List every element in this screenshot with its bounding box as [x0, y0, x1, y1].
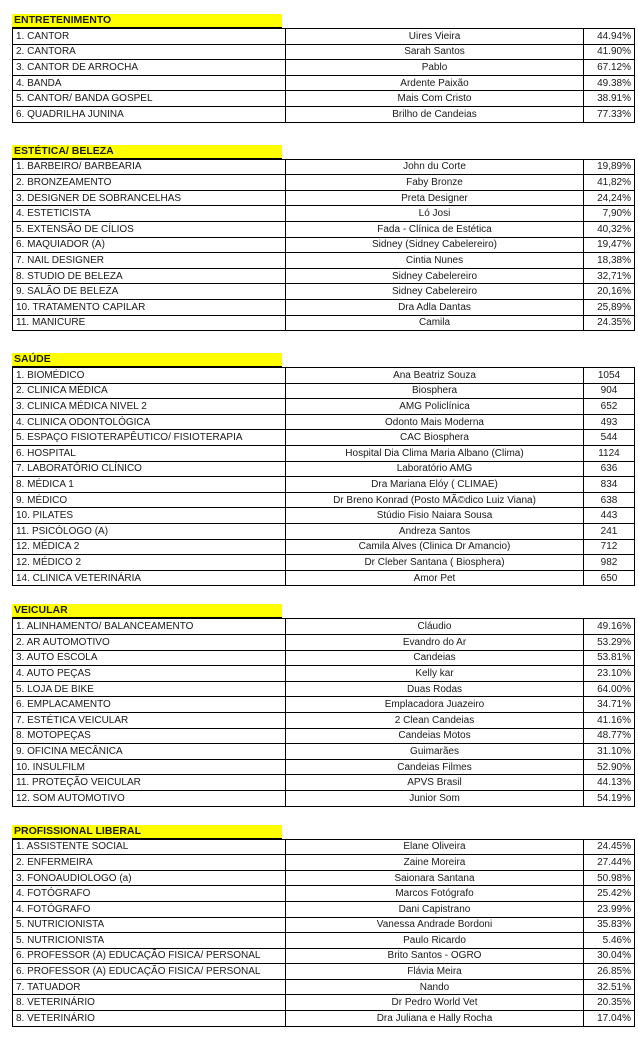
score-cell: 41,82% — [584, 175, 635, 191]
winner-cell: Preta Designer — [286, 190, 584, 206]
score-cell: 19,89% — [584, 159, 635, 175]
table-row — [13, 430, 635, 446]
score-cell: 35.83% — [584, 917, 635, 933]
score-cell: 44.94% — [584, 29, 635, 45]
score-cell: 493 — [584, 414, 635, 430]
table-row — [13, 775, 635, 791]
score-cell: 23.10% — [584, 666, 635, 682]
score-cell: 38.91% — [584, 91, 635, 107]
table-row — [13, 299, 635, 315]
table-row — [13, 206, 635, 222]
score-cell: 44.13% — [584, 775, 635, 791]
winner-cell: Dr Breno Konrad (Posto MÃ©dico Luiz Viana) — [286, 492, 584, 508]
score-cell: 19,47% — [584, 237, 635, 253]
winner-cell: Ana Beatriz Souza — [286, 368, 584, 384]
table-row — [13, 870, 635, 886]
category-cell: 6. PROFESSOR (A) EDUCAÇÃO FISICA/ PERSONAL — [13, 964, 286, 980]
table-row — [13, 508, 635, 524]
table-row — [13, 728, 635, 744]
score-cell: 34.71% — [584, 697, 635, 713]
table-row — [13, 901, 635, 917]
score-cell: 544 — [584, 430, 635, 446]
score-cell: 54.19% — [584, 790, 635, 806]
section-title: VEICULAR — [12, 604, 282, 618]
score-cell: 982 — [584, 555, 635, 571]
table-row — [13, 461, 635, 477]
winner-cell: Guimarães — [286, 744, 584, 760]
score-cell: 52.90% — [584, 759, 635, 775]
table-row — [13, 284, 635, 300]
category-cell: 6. QUADRILHA JUNINA — [13, 106, 286, 122]
category-cell: 12. SOM AUTOMOTIVO — [13, 790, 286, 806]
score-cell: 20,16% — [584, 284, 635, 300]
score-cell: 49.16% — [584, 619, 635, 635]
section-2 — [12, 349, 624, 586]
score-cell: 904 — [584, 383, 635, 399]
winner-cell: Cintia Nunes — [286, 253, 584, 269]
category-cell: 7. ESTÉTICA VEICULAR — [13, 712, 286, 728]
score-cell: 443 — [584, 508, 635, 524]
table-row — [13, 759, 635, 775]
category-cell: 10. TRATAMENTO CAPILAR — [13, 299, 286, 315]
winner-cell: Dra Adla Dantas — [286, 299, 584, 315]
table-row — [13, 175, 635, 191]
table-row — [13, 253, 635, 269]
table-row — [13, 237, 635, 253]
score-cell: 49.38% — [584, 75, 635, 91]
category-cell: 6. MAQUIADOR (A) — [13, 237, 286, 253]
winner-cell: Saionara Santana — [286, 870, 584, 886]
category-cell: 8. VETERINÁRIO — [13, 1011, 286, 1027]
section-1 — [12, 141, 631, 332]
category-cell: 7. TATUADOR — [13, 979, 286, 995]
table-row — [13, 697, 635, 713]
category-cell: 7. LABORATÓRIO CLÍNICO — [13, 461, 286, 477]
section-title: SAÚDE — [12, 353, 282, 367]
table-row — [13, 979, 635, 995]
table-row — [13, 790, 635, 806]
table-row — [13, 855, 635, 871]
category-cell: 2. CANTORA — [13, 44, 286, 60]
table-row — [13, 555, 635, 571]
section-title: ENTRETENIMENTO — [12, 14, 282, 28]
category-cell: 4. FOTÓGRAFO — [13, 886, 286, 902]
score-cell: 27.44% — [584, 855, 635, 871]
winner-cell: Elane Oliveira — [286, 839, 584, 855]
winner-cell: Marcos Fotógrafo — [286, 886, 584, 902]
results-sheet — [12, 10, 631, 1047]
category-cell: 2. AR AUTOMOTIVO — [13, 635, 286, 651]
category-cell: 8. STUDIO DE BELEZA — [13, 268, 286, 284]
winner-cell: Fada - Clínica de Estética — [286, 221, 584, 237]
table-row — [13, 650, 635, 666]
score-cell: 24.35% — [584, 315, 635, 331]
winner-cell: Sidney (Sidney Cabelereiro) — [286, 237, 584, 253]
table-row — [13, 315, 635, 331]
score-cell: 53.29% — [584, 635, 635, 651]
category-cell: 9. MÉDICO — [13, 492, 286, 508]
score-cell: 24.45% — [584, 839, 635, 855]
score-cell: 712 — [584, 539, 635, 555]
winner-cell: John du Corte — [286, 159, 584, 175]
winner-cell: Biosphera — [286, 383, 584, 399]
table-row — [13, 886, 635, 902]
score-cell: 41.90% — [584, 44, 635, 60]
table-row — [13, 414, 635, 430]
score-cell: 834 — [584, 477, 635, 493]
score-cell: 50.98% — [584, 870, 635, 886]
category-cell: 5. NUTRICIONISTA — [13, 917, 286, 933]
category-cell: 5. NUTRICIONISTA — [13, 933, 286, 949]
score-cell: 64.00% — [584, 681, 635, 697]
winner-cell: Amor Pet — [286, 570, 584, 586]
section-table — [12, 28, 635, 123]
table-row — [13, 492, 635, 508]
table-row — [13, 666, 635, 682]
winner-cell: Hospital Dia Clima Maria Albano (Clima) — [286, 446, 584, 462]
winner-cell: Dr Cleber Santana ( Biosphera) — [286, 555, 584, 571]
category-cell: 6. PROFESSOR (A) EDUCAÇÃO FISICA/ PERSONAL — [13, 948, 286, 964]
table-row — [13, 383, 635, 399]
winner-cell: Camila Alves (Clinica Dr Amancio) — [286, 539, 584, 555]
winner-cell: Brito Santos - OGRO — [286, 948, 584, 964]
table-row — [13, 712, 635, 728]
score-cell: 32,71% — [584, 268, 635, 284]
winner-cell: Cláudio — [286, 619, 584, 635]
winner-cell: Odonto Mais Moderna — [286, 414, 584, 430]
section-4 — [12, 821, 631, 1027]
winner-cell: Evandro do Ar — [286, 635, 584, 651]
winner-cell: Vanessa Andrade Bordoni — [286, 917, 584, 933]
winner-cell: Candeias — [286, 650, 584, 666]
table-row — [13, 91, 635, 107]
section-table — [12, 367, 635, 586]
category-cell: 8. VETERINÁRIO — [13, 995, 286, 1011]
winner-cell: Ló Josi — [286, 206, 584, 222]
category-cell: 1. ASSISTENTE SOCIAL — [13, 839, 286, 855]
category-cell: 1. CANTOR — [13, 29, 286, 45]
section-table — [12, 618, 635, 806]
table-row — [13, 399, 635, 415]
table-row — [13, 446, 635, 462]
table-row — [13, 190, 635, 206]
score-cell: 20.35% — [584, 995, 635, 1011]
category-cell: 3. AUTO ESCOLA — [13, 650, 286, 666]
category-cell: 1. ALINHAMENTO/ BALANCEAMENTO — [13, 619, 286, 635]
score-cell: 30.04% — [584, 948, 635, 964]
category-cell: 2. BRONZEAMENTO — [13, 175, 286, 191]
winner-cell: Sarah Santos — [286, 44, 584, 60]
winner-cell: Faby Bronze — [286, 175, 584, 191]
category-cell: 3. FONOAUDIOLOGO (a) — [13, 870, 286, 886]
section-3 — [12, 600, 631, 806]
winner-cell: Candeias Filmes — [286, 759, 584, 775]
score-cell: 17.04% — [584, 1011, 635, 1027]
table-row — [13, 635, 635, 651]
section-table — [12, 159, 635, 332]
winner-cell: 2 Clean Candeias — [286, 712, 584, 728]
section-0 — [12, 10, 631, 123]
winner-cell: Andreza Santos — [286, 524, 584, 540]
table-row — [13, 933, 635, 949]
category-cell: 4. AUTO PEÇAS — [13, 666, 286, 682]
score-cell: 77.33% — [584, 106, 635, 122]
category-cell: 12. MÉDICO 2 — [13, 555, 286, 571]
category-cell: 5. EXTENSÃO DE CÍLIOS — [13, 221, 286, 237]
winner-cell: Paulo Ricardo — [286, 933, 584, 949]
table-row — [13, 477, 635, 493]
category-cell: 3. CLINICA MÉDICA NIVEL 2 — [13, 399, 286, 415]
table-row — [13, 60, 635, 76]
table-row — [13, 368, 635, 384]
winner-cell: Kelly kar — [286, 666, 584, 682]
table-row — [13, 29, 635, 45]
category-cell: 8. MÉDICA 1 — [13, 477, 286, 493]
section-title: PROFISSIONAL LIBERAL — [12, 825, 282, 839]
category-cell: 1. BIOMÉDICO — [13, 368, 286, 384]
table-row — [13, 539, 635, 555]
category-cell: 10. PILATES — [13, 508, 286, 524]
score-cell: 31.10% — [584, 744, 635, 760]
category-cell: 9. OFICINA MECÂNICA — [13, 744, 286, 760]
table-row — [13, 619, 635, 635]
table-row — [13, 44, 635, 60]
score-cell: 67.12% — [584, 60, 635, 76]
category-cell: 11. PSICÓLOGO (A) — [13, 524, 286, 540]
table-row — [13, 995, 635, 1011]
section-table — [12, 839, 635, 1027]
table-row — [13, 524, 635, 540]
winner-cell: Laboratório AMG — [286, 461, 584, 477]
table-row — [13, 948, 635, 964]
score-cell: 25,89% — [584, 299, 635, 315]
winner-cell: Nando — [286, 979, 584, 995]
category-cell: 14. CLINICA VETERINÁRIA — [13, 570, 286, 586]
category-cell: 11. PROTEÇÃO VEICULAR — [13, 775, 286, 791]
score-cell: 25.42% — [584, 886, 635, 902]
score-cell: 5.46% — [584, 933, 635, 949]
category-cell: 1. BARBEIRO/ BARBEARIA — [13, 159, 286, 175]
table-row — [13, 839, 635, 855]
score-cell: 636 — [584, 461, 635, 477]
winner-cell: Uires Vieira — [286, 29, 584, 45]
category-cell: 11. MANICURE — [13, 315, 286, 331]
winner-cell: Dani Capistrano — [286, 901, 584, 917]
winner-cell: Emplacadora Juazeiro — [286, 697, 584, 713]
category-cell: 8. MOTOPEÇAS — [13, 728, 286, 744]
score-cell: 53.81% — [584, 650, 635, 666]
score-cell: 638 — [584, 492, 635, 508]
winner-cell: Junior Som — [286, 790, 584, 806]
category-cell: 2. CLINICA MÉDICA — [13, 383, 286, 399]
category-cell: 5. LOJA DE BIKE — [13, 681, 286, 697]
table-row — [13, 570, 635, 586]
winner-cell: Dra Mariana Elóy ( CLIMAE) — [286, 477, 584, 493]
category-cell: 6. EMPLACAMENTO — [13, 697, 286, 713]
score-cell: 18,38% — [584, 253, 635, 269]
category-cell: 9. SALÃO DE BELEZA — [13, 284, 286, 300]
winner-cell: Mais Com Cristo — [286, 91, 584, 107]
score-cell: 1054 — [584, 368, 635, 384]
winner-cell: Sidney Cabelereiro — [286, 284, 584, 300]
table-row — [13, 268, 635, 284]
winner-cell: AMG Policlínica — [286, 399, 584, 415]
table-row — [13, 681, 635, 697]
winner-cell: Brilho de Candeias — [286, 106, 584, 122]
winner-cell: CAC Biosphera — [286, 430, 584, 446]
winner-cell: Ardente Paixão — [286, 75, 584, 91]
category-cell: 6. HOSPITAL — [13, 446, 286, 462]
category-cell: 4. CLINICA ODONTOLÓGICA — [13, 414, 286, 430]
category-cell: 5. ESPAÇO FISIOTERAPÊUTICO/ FISIOTERAPIA — [13, 430, 286, 446]
category-cell: 10. INSULFILM — [13, 759, 286, 775]
score-cell: 650 — [584, 570, 635, 586]
winner-cell: Pablo — [286, 60, 584, 76]
winner-cell: Zaine Moreira — [286, 855, 584, 871]
winner-cell: Camila — [286, 315, 584, 331]
winner-cell: Sidney Cabelereiro — [286, 268, 584, 284]
winner-cell: APVS Brasil — [286, 775, 584, 791]
score-cell: 7,90% — [584, 206, 635, 222]
category-cell: 2. ENFERMEIRA — [13, 855, 286, 871]
score-cell: 40,32% — [584, 221, 635, 237]
score-cell: 24,24% — [584, 190, 635, 206]
category-cell: 7. NAIL DESIGNER — [13, 253, 286, 269]
score-cell: 41.16% — [584, 712, 635, 728]
score-cell: 26.85% — [584, 964, 635, 980]
table-row — [13, 221, 635, 237]
category-cell: 5. CANTOR/ BANDA GOSPEL — [13, 91, 286, 107]
category-cell: 4. ESTETICISTA — [13, 206, 286, 222]
score-cell: 652 — [584, 399, 635, 415]
score-cell: 241 — [584, 524, 635, 540]
table-row — [13, 106, 635, 122]
winner-cell: Dra Juliana e Hally Rocha — [286, 1011, 584, 1027]
table-row — [13, 159, 635, 175]
winner-cell: Flávia Meira — [286, 964, 584, 980]
category-cell: 3. DESIGNER DE SOBRANCELHAS — [13, 190, 286, 206]
score-cell: 23.99% — [584, 901, 635, 917]
table-row — [13, 964, 635, 980]
winner-cell: Dr Pedro World Vet — [286, 995, 584, 1011]
winner-cell: Stúdio Fisio Naiara Sousa — [286, 508, 584, 524]
score-cell: 32.51% — [584, 979, 635, 995]
table-row — [13, 75, 635, 91]
category-cell: 12. MÉDICA 2 — [13, 539, 286, 555]
category-cell: 4. BANDA — [13, 75, 286, 91]
category-cell: 4. FOTÓGRAFO — [13, 901, 286, 917]
table-row — [13, 744, 635, 760]
score-cell: 1124 — [584, 446, 635, 462]
section-title: ESTÉTICA/ BELEZA — [12, 145, 282, 159]
category-cell: 3. CANTOR DE ARROCHA — [13, 60, 286, 76]
score-cell: 48.77% — [584, 728, 635, 744]
winner-cell: Duas Rodas — [286, 681, 584, 697]
table-row — [13, 917, 635, 933]
winner-cell: Candeias Motos — [286, 728, 584, 744]
